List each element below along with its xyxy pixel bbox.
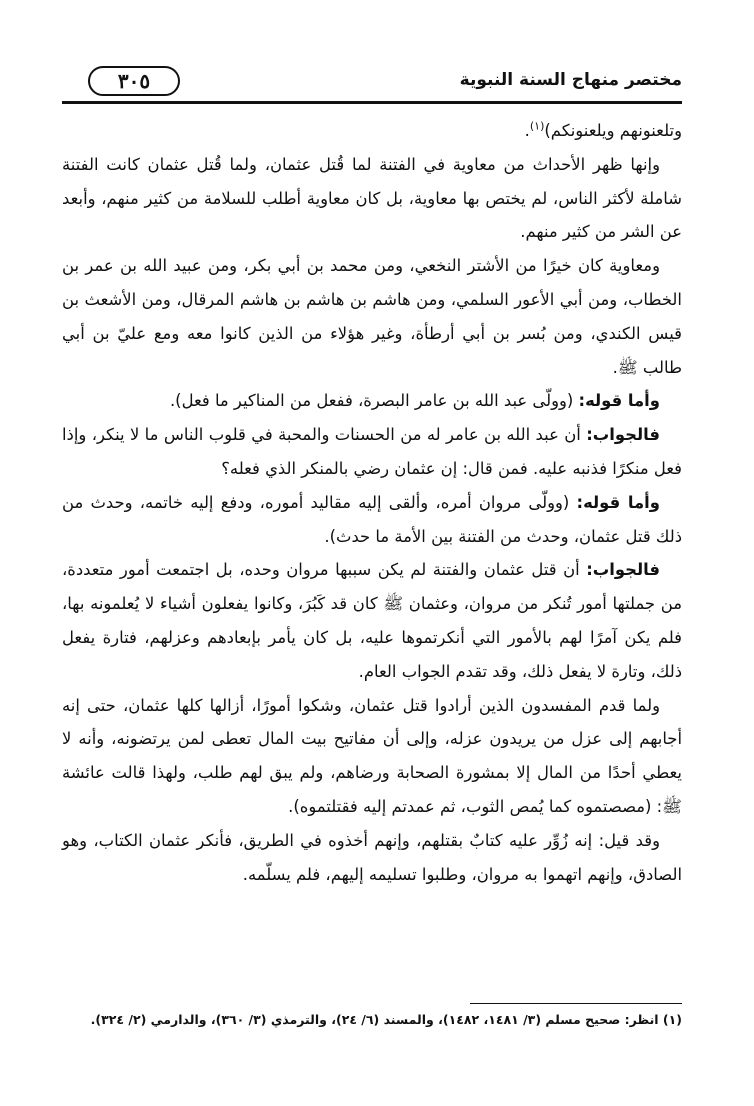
paragraph-2: وإنها ظهر الأحداث من معاوية في الفتنة لما قُتل عثمان، ولما قُتل عثمان كانت الفتنة شاملة لأكثر الناس، لم يختص بها معاوية، بل كان معاوية أطلب للسلامة من كثير منهم، وأبعد عن الشر من كثير منهم.	[62, 154, 682, 242]
paragraph-5: فالجواب: أن عبد الله بن عامر له من الحسنات والمحبة في قلوب الناس ما لا ينكر، وإذا فعل منكرًا فذنبه عليه. فمن قال: إن عثمان رضي بالمنكر الذي فعله؟	[62, 425, 682, 478]
paragraph-6: وأما قوله: (وولّى مروان أمره، وألقى إليه مقاليد أموره، ودفع إليه خاتمه، وحدث من ذلك قتل عثمان، وحدث من الفتنة بين الأمة ما حدث).	[62, 492, 682, 546]
header-rule	[62, 101, 682, 104]
paragraph-4: وأما قوله: (وولّى عبد الله بن عامر البصرة، ففعل من المناكير ما فعل).	[169, 391, 660, 411]
paragraph-1: وتلعنونهم ويلعنونكم)$^{(١)}$.	[524, 119, 682, 140]
paragraph-7: فالجواب: أن قتل عثمان والفتنة لم يكن سببها مروان وحده، بل اجتمعت أمور متعددة، من جملتها أمور تُنكر من مروان، وعثمان ﷺ كان قد كَبُرَ، وكانوا يفعلون أشياء لا يُعلمونه بها، فلم يكن آمرًا لهم بالأمور التي أنكرتموها عليه، بل كان يأمر بإبعادهم وعزلهم، فتارة يفعل ذلك، وتارة لا يفعل ذلك، وقد تقدم الجواب العام.	[62, 560, 682, 681]
page-number: ٣٠٥	[88, 66, 180, 96]
paragraph-lead: فالجواب:	[586, 560, 660, 580]
footnote-ref[interactable]: (١)	[529, 119, 545, 133]
paragraph-9: وقد قيل: إنه زُوِّر عليه كتابٌ بقتلهم، وإنهم أخذوه في الطريق، فأنكر عثمان الكتاب، وهو الصادق، وإنهم اتهموا به مروان، وطلبوا تسليمه إليهم، فلم يسلّمه.	[62, 830, 682, 884]
body-text	[62, 114, 682, 891]
running-title: مختصر منهاج السنة النبوية	[459, 70, 682, 90]
paragraph-8: ولما قدم المفسدون الذين أرادوا قتل عثمان، وشكوا أمورًا، أزالها كلها عثمان، حتى إنه أجابهم إلى عزل من يريدون عزله، وإلى أن مفاتيح بيت المال تعطى لمن يرتضونه، وأنه لا يعطي أحدًا من المال إلا بمشورة الصحابة ورضاهم، ولم يبق لهم طلب، ولهذا قالت عائشة ﷺ: (مصصتموه كما يُمص الثوب، ثم عمدتم إليه فقتلتموه).	[62, 695, 682, 816]
paragraph-lead: فالجواب:	[586, 425, 660, 445]
footnote-rule	[470, 1003, 682, 1004]
footnote: (١) انظر: صحيح مسلم (٣/ ١٤٨١، ١٤٨٢)، والمسند (٦/ ٢٤)، والترمذي (٣/ ٣٦٠)، والدارمي (٢/ ٣٢٤).	[90, 1012, 682, 1027]
paragraph-lead: وأما قوله:	[578, 391, 660, 411]
paragraph-3: ومعاوية كان خيرًا من الأشتر النخعي، ومن محمد بن أبي بكر، ومن عبيد الله بن عمر بن الخطاب، ومن أبي الأعور السلمي، ومن هاشم بن هاشم بن هاشم المرقال، ومن الأشعث بن قيس الكندي، ومن بُسر بن أبي أرطأة، وغير هؤلاء من الذين كانوا معه ومع عليّ بن أبي طالب ﷺ.	[62, 256, 682, 377]
page-header	[62, 58, 682, 102]
paragraph-lead: وأما قوله:	[576, 492, 660, 512]
